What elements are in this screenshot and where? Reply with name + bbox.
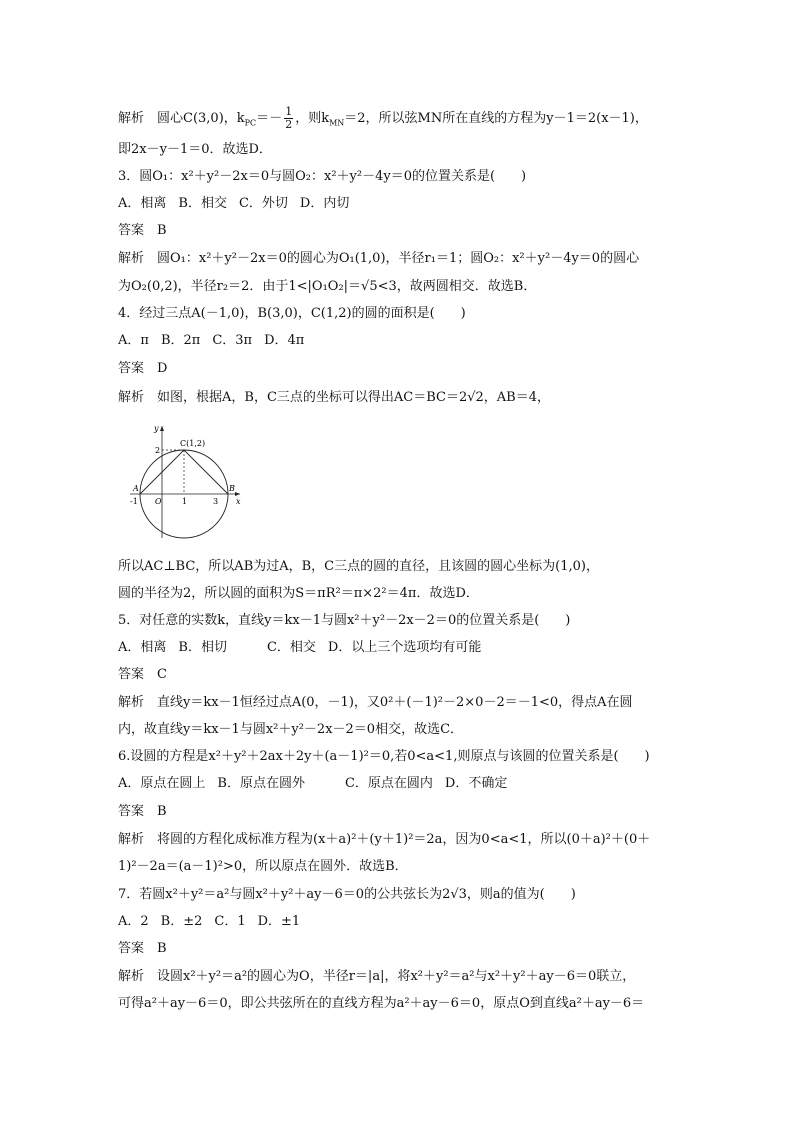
answer-4: 答案 D [118,361,168,376]
analysis-6-line-2: 1)²－2a＝(a－1)²>0，所以原点在圆外．故选B． [118,859,408,874]
label-a: A [133,484,139,493]
answer-6: 答案 B [118,804,167,819]
options-5: A．相离 B．相切 C．相交 D．以上三个选项均有可能 [118,640,482,655]
label-y: y [154,424,159,433]
analysis-6-line-1: 解析 将圆的方程化成标准方程为(x＋a)²＋(y＋1)²＝2a，因为0<a<1，所以(0＋a)²＋(0＋ [118,832,651,847]
label-x: x [236,497,241,506]
answer-5: 答案 C [118,667,167,682]
question-4: 4．经过三点A(－1,0)，B(3,0)，C(1,2)的圆的面积是( ) [118,306,466,321]
analysis-4-line-1: 解析 如图，根据A，B，C三点的坐标可以得出AC＝BC＝2√2，AB＝4， [118,390,551,405]
analysis-4-line-3: 圆的半径为2，所以圆的面积为S＝πR²＝π×2²＝4π．故选D． [118,586,479,601]
line-2: 即2x－y－1＝0．故选D． [118,142,272,157]
options-4: A．π B．2π C．3π D．4π [118,333,305,348]
analysis-3-line-1: 解析 圆O₁：x²＋y²－2x＝0的圆心为O₁(1,0)，半径r₁＝1；圆O₂：x²＋y²－4y＝0的圆心 [118,251,640,266]
label-3: 3 [213,497,219,506]
x-axis-arrow [235,492,240,496]
circle-diagram [128,422,246,540]
line-1: 解析 圆心C(3,0)，$k_{PC}=-$ $\frac{1}{2}$ ，则$k_{MN}=2$，所以弦MN所在直线的方程为y－1＝2(x－1)， [118,106,648,131]
label-minus-1: -1 [130,497,138,506]
options-3: A．相离 B．相交 C．外切 D．内切 [118,196,350,211]
label-2: 2 [155,446,161,455]
analysis-5-line-1: 解析 直线y＝kx－1恒经过点A(0，－1)，又0²＋(－1)²－2×0－2＝－1<0，得点A在圆 [118,695,633,710]
fraction-one-half: $\frac{1}{2}$ [285,106,293,131]
answer-7: 答案 B [118,941,167,956]
label-o: O [155,497,162,506]
answer-3: 答案 B [118,223,167,238]
options-7: A．2 B．±2 C．1 D．±1 [118,914,301,929]
question-7: 7．若圆x²＋y²＝a²与圆x²＋y²＋ay－6＝0的公共弦长为2√3，则a的值为( ) [118,887,576,902]
analysis-5-line-2: 内，故直线y＝kx－1与圆x²＋y²－2x－2＝0相交，故选C． [118,722,464,737]
analysis-7-line-1: 解析 设圆x²＋y²＝a²的圆心为O，半径r＝|a|，将x²＋y²＝a²与x²＋y²＋ay－6＝0联立， [118,969,636,984]
analysis-7-line-2: 可得a²＋ay－6＝0，即公共弦所在的直线方程为a²＋ay－6＝0，原点O到直线a²＋ay－6＝ [118,996,645,1011]
label-1: 1 [182,497,188,506]
question-6: 6.设圆的方程是x²＋y²＋2ax＋2y＋(a－1)²＝0,若0<a<1,则原点与该圆的位置关系是( ) [118,749,650,764]
label-c: C(1,2) [180,439,206,448]
question-5: 5．对任意的实数k，直线y＝kx－1与圆x²＋y²－2x－2＝0的位置关系是( ) [118,613,571,628]
analysis-4-line-2: 所以AC⊥BC，所以AB为过A，B，C三点的圆的直径，且该圆的圆心坐标为(1,0)， [118,559,599,574]
question-3: 3．圆O₁：x²＋y²－2x＝0与圆O₂：x²＋y²－4y＝0的位置关系是( ) [118,169,527,184]
analysis-3-line-2: 为O₂(0,2)，半径r₂＝2．由于1<|O₁O₂|＝√5<3，故两圆相交．故选B． [118,279,537,294]
y-axis-arrow [160,426,164,431]
options-6: A．原点在圆上 B．原点在圆外 C．原点在圆内 D．不确定 [118,776,508,791]
label-b: B [229,484,235,493]
